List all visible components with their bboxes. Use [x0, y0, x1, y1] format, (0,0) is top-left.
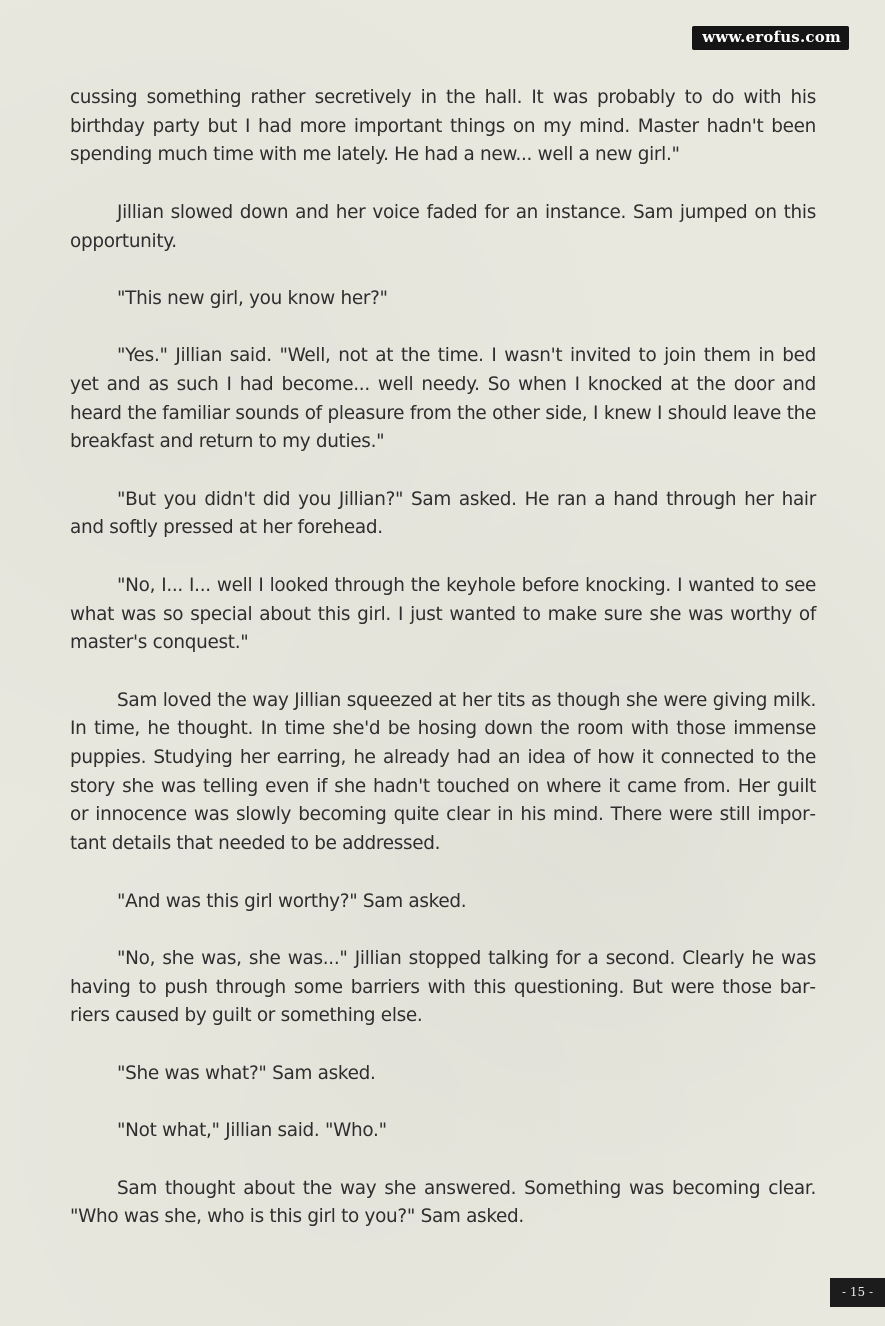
- paragraph: Jillian slowed down and her voice faded for an instance. Sam jumped on this opportunity.: [70, 201, 816, 252]
- paragraph: Sam thought about the way she answered. Something was becoming clear. "Who was she, who is this girl to you?" Sam asked.: [70, 1177, 816, 1228]
- paragraph: "But you didn't did you Jillian?" Sam asked. He ran a hand through her hair and softly pressed at her forehead.: [70, 488, 816, 539]
- paragraph: "She was what?" Sam asked.: [117, 1062, 376, 1084]
- paragraph: "Yes." Jillian said. "Well, not at the time. I wasn't invited to join them in bed yet and as such I had become... well needy. So when I knocked at the door and heard the familiar sounds of pleasure from the other side, I knew I should leave the breakfast and return to my duties.": [70, 345, 816, 453]
- body-text: [70, 84, 816, 1261]
- paragraph: "This new girl, you know her?": [117, 287, 388, 309]
- paragraph: Sam loved the way Jillian squeezed at her tits as though she were giving milk. In time, he thought. In time she'd be hosing down the room with those immense puppies. Studying her earring, he already had an idea of how it connected to the story she was telling even if she hadn't touched on where it came from. Her guilt or innocence was slowly becoming quite clear in his mind. There were still important details that needed to be addressed.: [70, 689, 816, 855]
- page-number: - 15 -: [830, 1278, 885, 1307]
- paragraph: "Not what," Jillian said. "Who.": [117, 1120, 387, 1142]
- paragraph: "No, she was, she was..." Jillian stopped talking for a second. Clearly he was having to push through some barriers with this questioning. But were those barriers caused by guilt or something else.: [70, 947, 816, 1027]
- watermark: www.erofus.com: [692, 26, 849, 50]
- paragraph: "No, I... I... well I looked through the keyhole before knocking. I wanted to see what was so special about this girl. I just wanted to make sure she was worthy of master's conquest.": [70, 574, 816, 654]
- paragraph: cussing something rather secretively in the hall. It was probably to do with his birthday party but I had more important things on my mind. Master hadn't been spending much time with me lately. He had a new... well a new girl.": [70, 87, 816, 166]
- paragraph: "And was this girl worthy?" Sam asked.: [117, 890, 467, 912]
